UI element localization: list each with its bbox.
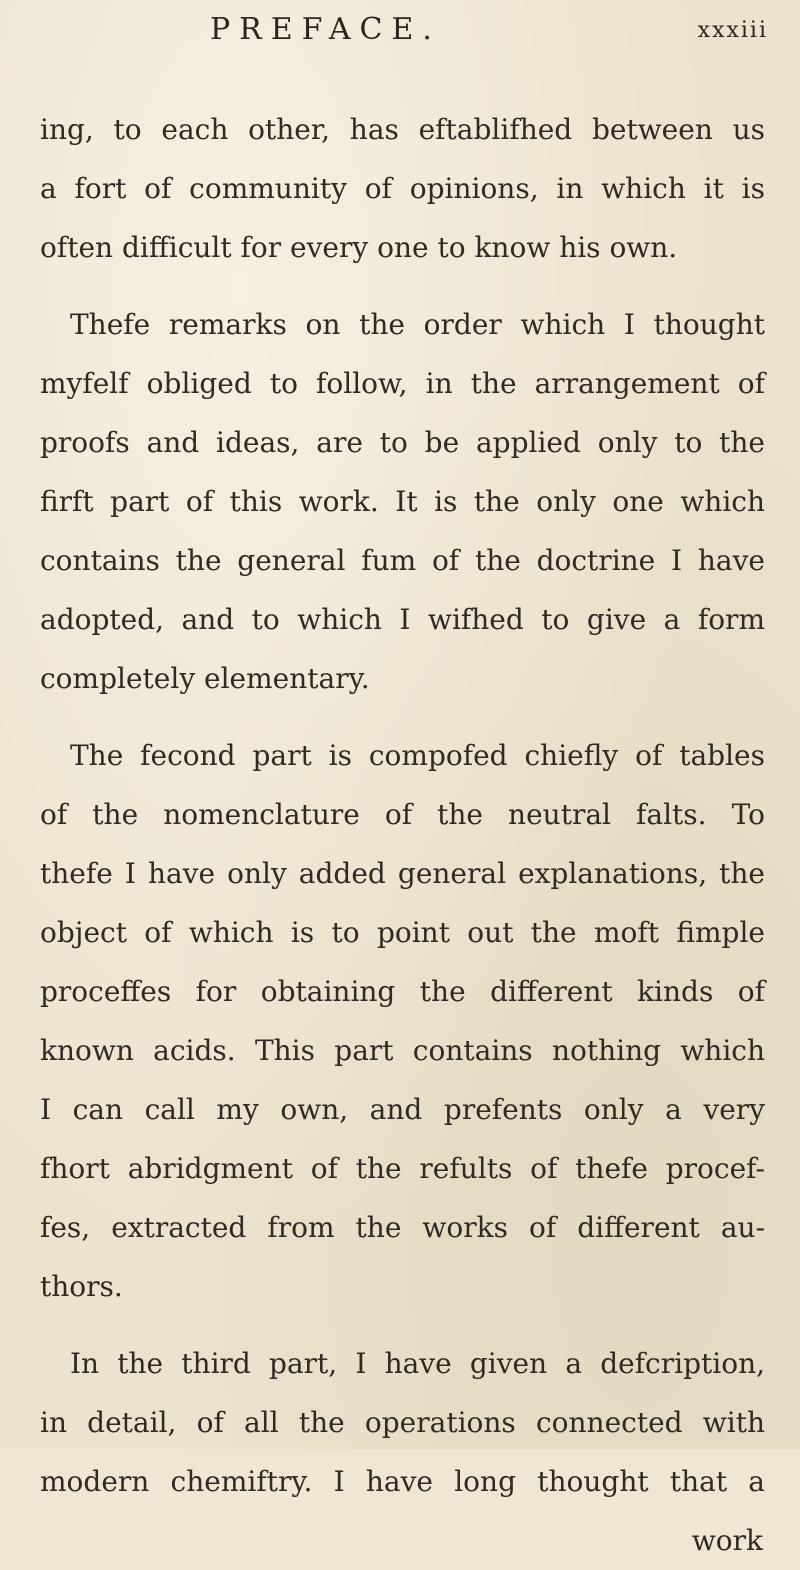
paragraph-gap xyxy=(40,277,765,295)
text-line: completely elementary. xyxy=(40,662,370,695)
text-line: The fecond part is compofed chiefly of tables xyxy=(70,739,765,772)
text-line: object of which is to point out the moft fimple xyxy=(40,916,765,949)
page-header xyxy=(0,12,800,52)
text-line: In the third part, I have given a defcription, xyxy=(70,1347,765,1380)
text-line: proofs and ideas, are to be applied only to the xyxy=(40,426,765,459)
text-line: thefe I have only added general explanations, the xyxy=(40,857,765,890)
text-line: fhort abridgment of the refults of thefe procef- xyxy=(40,1152,765,1185)
catchword-line xyxy=(40,1511,765,1570)
text-line: modern chemiftry. I have long thought that a xyxy=(40,1465,765,1498)
text-line: contains the general fum of the doctrine I have xyxy=(40,544,765,577)
text-line: firft part of this work. It is the only one which xyxy=(40,485,765,518)
paragraph-gap xyxy=(40,708,765,726)
text-line: in detail, of all the operations connected with xyxy=(40,1406,765,1439)
paragraph xyxy=(40,100,765,277)
text-line: ing, to each other, has eftablifhed between us xyxy=(40,113,765,146)
text-line: often difficult for every one to know his own. xyxy=(40,231,678,264)
page-number: xxxiii xyxy=(697,18,768,43)
text-line: proceffes for obtaining the different kinds of xyxy=(40,975,765,1008)
text-line: adopted, and to which I wifhed to give a form xyxy=(40,603,765,636)
text-line: myfelf obliged to follow, in the arrangement of xyxy=(40,367,765,400)
body-text xyxy=(40,100,765,1570)
paragraph-gap xyxy=(40,1316,765,1334)
paragraph xyxy=(40,726,765,1316)
paragraph xyxy=(40,295,765,708)
catchword: work xyxy=(691,1524,763,1557)
text-line: I can call my own, and prefents only a very xyxy=(40,1093,765,1126)
text-line: thors. xyxy=(40,1270,123,1303)
text-line: a fort of community of opinions, in which it is xyxy=(40,172,765,205)
text-line: fes, extracted from the works of different au- xyxy=(40,1211,765,1244)
paragraph xyxy=(40,1334,765,1511)
text-line: of the nomenclature of the neutral falts. To xyxy=(40,798,765,831)
text-line: known acids. This part contains nothing which xyxy=(40,1034,765,1067)
running-head: PREFACE. xyxy=(210,12,441,47)
text-line: Thefe remarks on the order which I thought xyxy=(70,308,765,341)
